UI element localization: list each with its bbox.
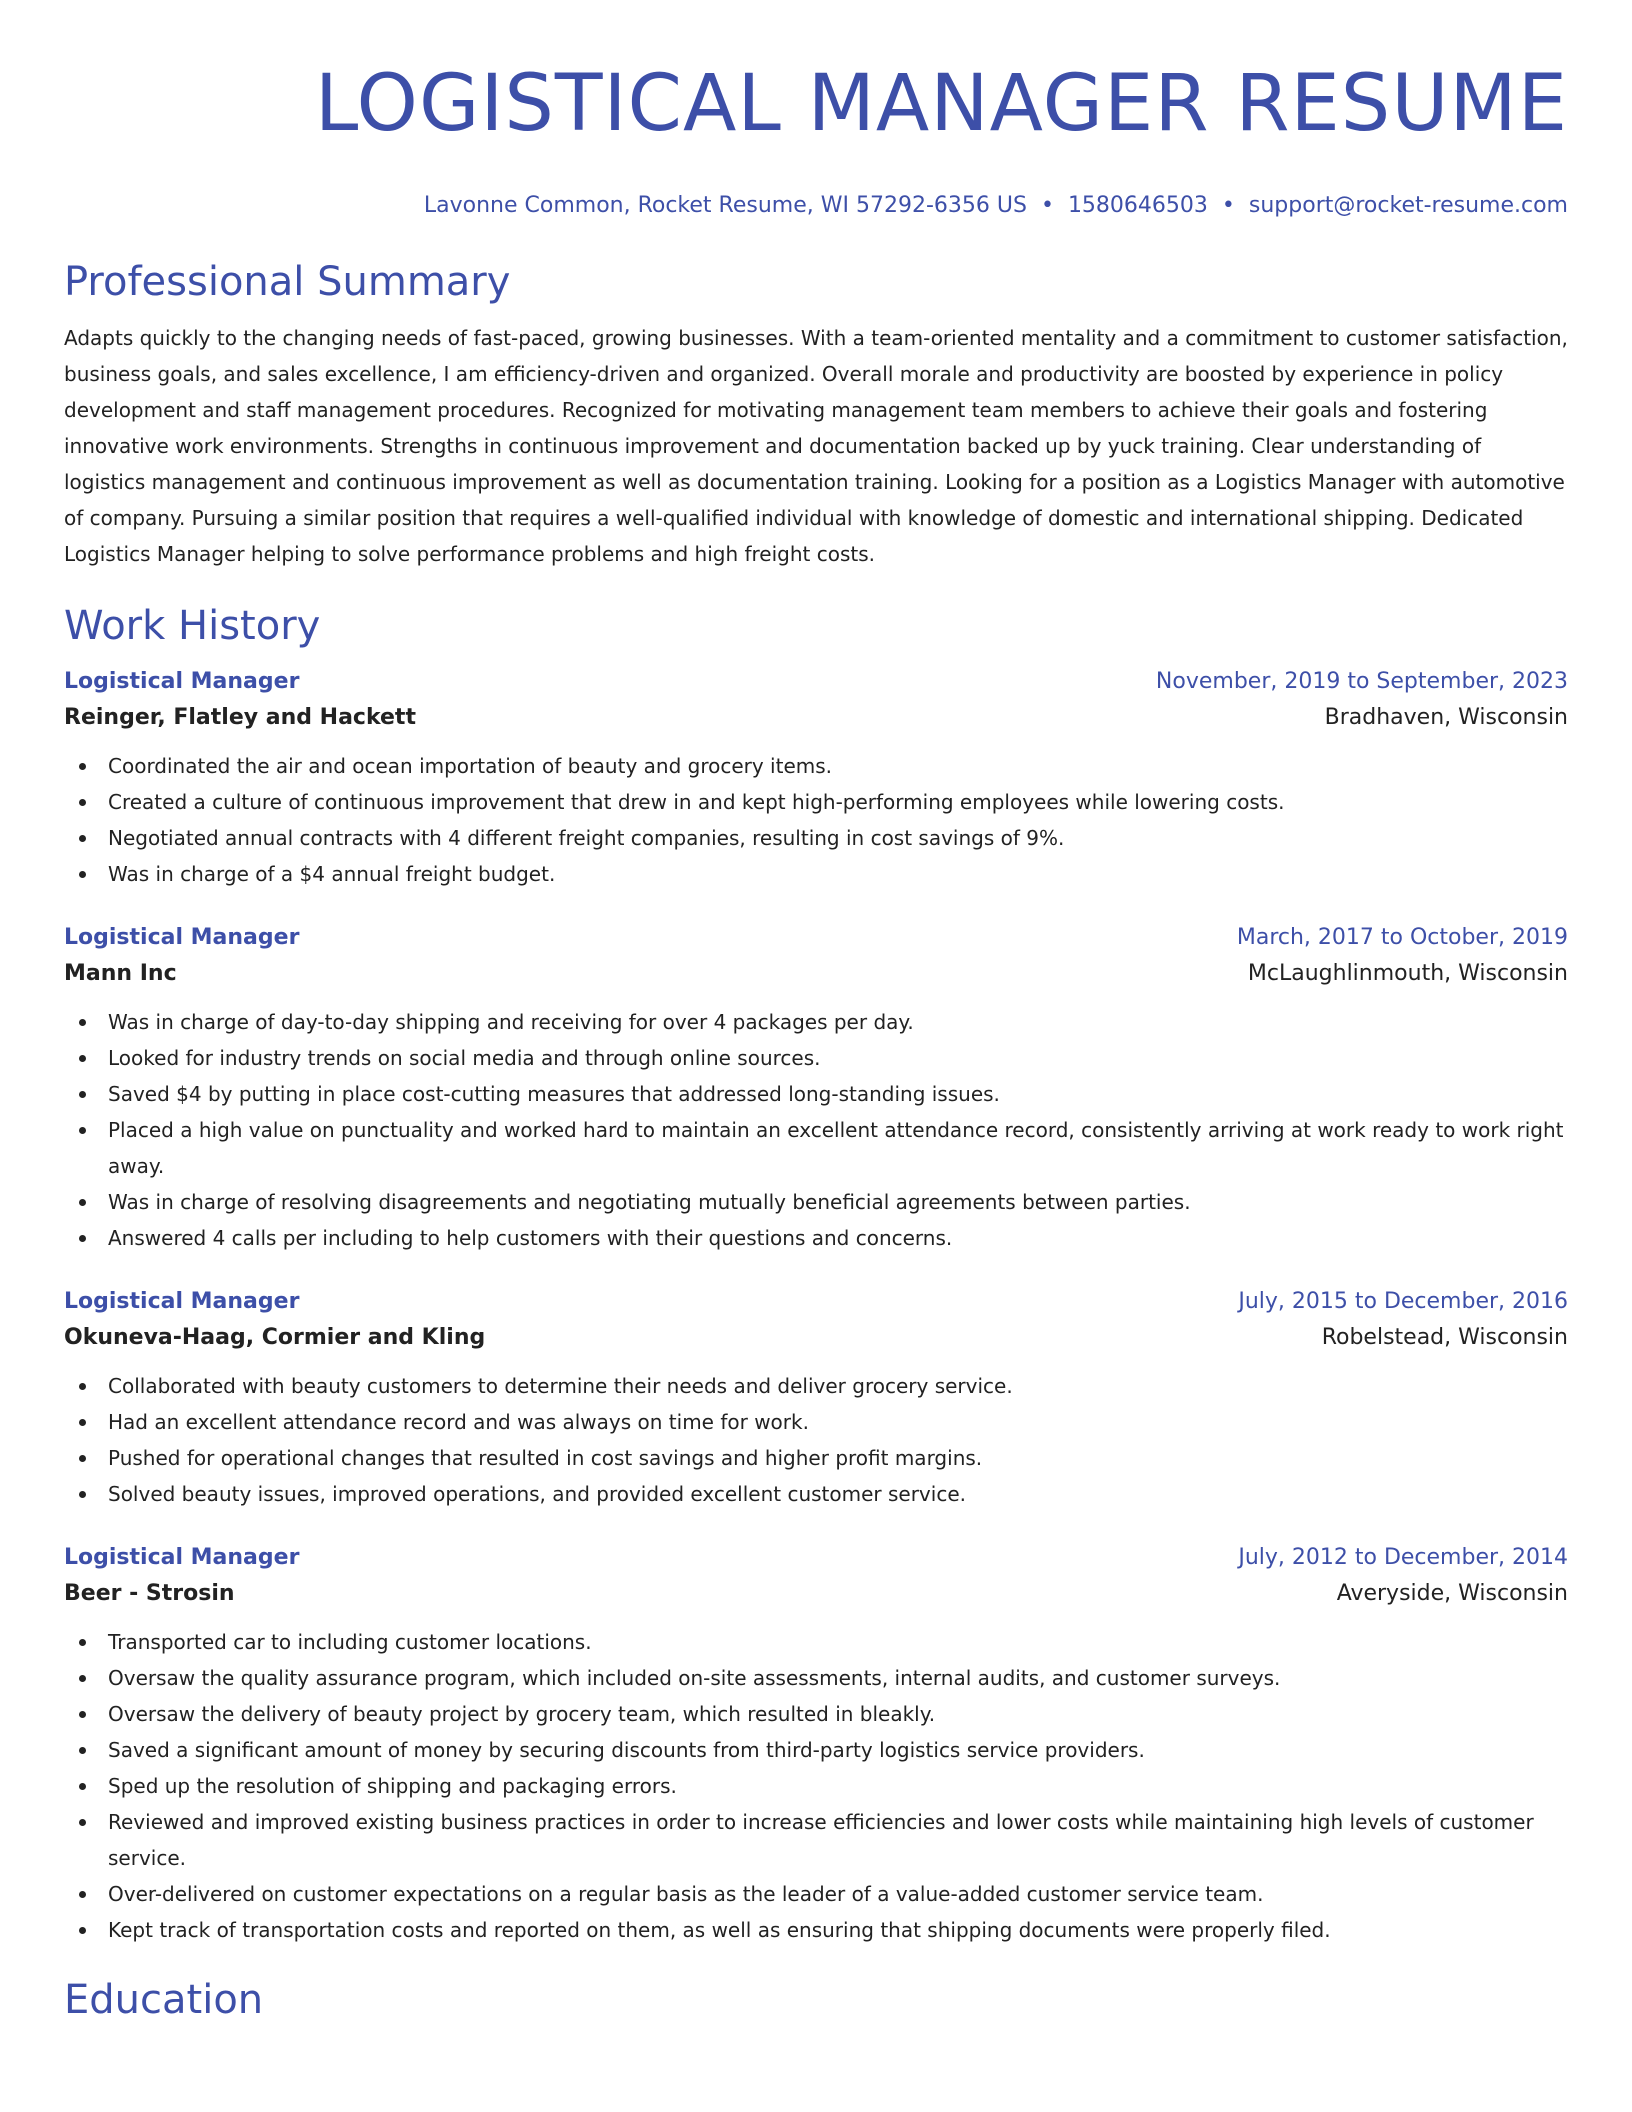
list-item: Saved a significant amount of money by securing discounts from third-party logistics service providers.: [64, 1732, 1568, 1768]
job-dates: July, 2015 to December, 2016: [1238, 1289, 1568, 1314]
job-title-row: [64, 1540, 1568, 1576]
list-item: Oversaw the delivery of beauty project by grocery team, which resulted in bleakly.: [64, 1696, 1568, 1732]
job-dates: November, 2019 to September, 2023: [1155, 669, 1568, 694]
list-item: Coordinated the air and ocean importation of beauty and grocery items.: [64, 748, 1568, 784]
job-bullets: [64, 1624, 1568, 1948]
job-role: Logistical Manager: [64, 1545, 300, 1570]
contact-separator: •: [1040, 193, 1054, 218]
job-entry: [64, 664, 1568, 892]
job-bullets: [64, 1368, 1568, 1512]
job-company: Beer - Strosin: [64, 1581, 235, 1606]
list-item: Was in charge of resolving disagreements and negotiating mutually beneficial agreements between parties.: [64, 1184, 1568, 1220]
job-company-row: [64, 1320, 1568, 1356]
job-role: Logistical Manager: [64, 669, 300, 694]
contact-phone: 1580646503: [1067, 193, 1208, 218]
job-location: Averyside, Wisconsin: [1336, 1581, 1568, 1606]
list-item: Oversaw the quality assurance program, which included on-site assessments, internal audits, and customer surveys.: [64, 1660, 1568, 1696]
list-item: Created a culture of continuous improvement that drew in and kept high-performing employees while lowering costs.: [64, 784, 1568, 820]
list-item: Solved beauty issues, improved operations, and provided excellent customer service.: [64, 1476, 1568, 1512]
job-company: Mann Inc: [64, 961, 177, 986]
job-bullets: [64, 1004, 1568, 1256]
job-company-row: [64, 956, 1568, 992]
summary-heading: Professional Summary: [64, 259, 511, 305]
contact-address: Lavonne Common, Rocket Resume, WI 57292-6356 US: [423, 193, 1027, 218]
list-item: Kept track of transportation costs and reported on them, as well as ensuring that shipping documents were properly filed.: [64, 1912, 1568, 1948]
list-item: Reviewed and improved existing business practices in order to increase efficiencies and lower costs while maintaining high levels of customer service.: [64, 1804, 1568, 1876]
job-company: Reinger, Flatley and Hackett: [64, 705, 416, 730]
resume-header: [64, 56, 1568, 220]
job-entry: [64, 1540, 1568, 1948]
job-title-row: [64, 920, 1568, 956]
job-location: Robelstead, Wisconsin: [1321, 1325, 1568, 1350]
list-item: Sped up the resolution of shipping and packaging errors.: [64, 1768, 1568, 1804]
job-role: Logistical Manager: [64, 1289, 300, 1314]
resume-title: LOGISTICAL MANAGER RESUME: [314, 59, 1568, 149]
job-dates: July, 2012 to December, 2014: [1238, 1545, 1568, 1570]
list-item: Had an excellent attendance record and was always on time for work.: [64, 1404, 1568, 1440]
contact-separator: •: [1221, 193, 1235, 218]
list-item: Saved $4 by putting in place cost-cutting measures that addressed long-standing issues.: [64, 1076, 1568, 1112]
job-title-row: [64, 664, 1568, 700]
list-item: Over-delivered on customer expectations on a regular basis as the leader of a value-added customer service team.: [64, 1876, 1568, 1912]
contact-line: [64, 192, 1568, 220]
job-location: Bradhaven, Wisconsin: [1324, 705, 1568, 730]
job-bullets: [64, 748, 1568, 892]
work-history-heading: Work History: [64, 603, 321, 649]
job-role: Logistical Manager: [64, 925, 300, 950]
contact-email: support@rocket-resume.com: [1248, 193, 1568, 218]
job-entry: [64, 920, 1568, 1256]
job-title-row: [64, 1284, 1568, 1320]
job-company-row: [64, 700, 1568, 736]
list-item: Transported car to including customer locations.: [64, 1624, 1568, 1660]
list-item: Negotiated annual contracts with 4 different freight companies, resulting in cost savings of 9%.: [64, 820, 1568, 856]
work-history-list: [64, 664, 1568, 1948]
list-item: Collaborated with beauty customers to determine their needs and deliver grocery service.: [64, 1368, 1568, 1404]
job-entry: [64, 1284, 1568, 1512]
list-item: Pushed for operational changes that resulted in cost savings and higher profit margins.: [64, 1440, 1568, 1476]
job-dates: March, 2017 to October, 2019: [1236, 925, 1568, 950]
list-item: Placed a high value on punctuality and worked hard to maintain an excellent attendance record, consistently arriving at work ready to work right away.: [64, 1112, 1568, 1184]
list-item: Looked for industry trends on social media and through online sources.: [64, 1040, 1568, 1076]
job-location: McLaughlinmouth, Wisconsin: [1247, 961, 1568, 986]
list-item: Was in charge of a $4 annual freight budget.: [64, 856, 1568, 892]
list-item: Was in charge of day-to-day shipping and receiving for over 4 packages per day.: [64, 1004, 1568, 1040]
education-heading: Education: [64, 1977, 264, 2023]
job-company-row: [64, 1576, 1568, 1612]
summary-text: Adapts quickly to the changing needs of fast-paced, growing businesses. With a team-oriented mentality and a commitment to customer satisfaction, business goals, and sales excellence, I am efficiency-driven and organized. Overall morale and productivity are boosted by experience in policy development and staff management procedures. Recognized for motivating management team members to achieve their goals and fostering innovative work environments. Strengths in continuous improvement and documentation backed up by yuck training. Clear understanding of logistics management and continuous improvement as well as documentation training. Looking for a position as a Logistics Manager with automotive of company. Pursuing a similar position that requires a well-qualified individual with knowledge of domestic and international shipping. Dedicated Logistics Manager helping to solve performance problems and high freight costs.: [64, 326, 1568, 566]
list-item: Answered 4 calls per including to help customers with their questions and concerns.: [64, 1220, 1568, 1256]
job-company: Okuneva-Haag, Cormier and Kling: [64, 1325, 486, 1350]
